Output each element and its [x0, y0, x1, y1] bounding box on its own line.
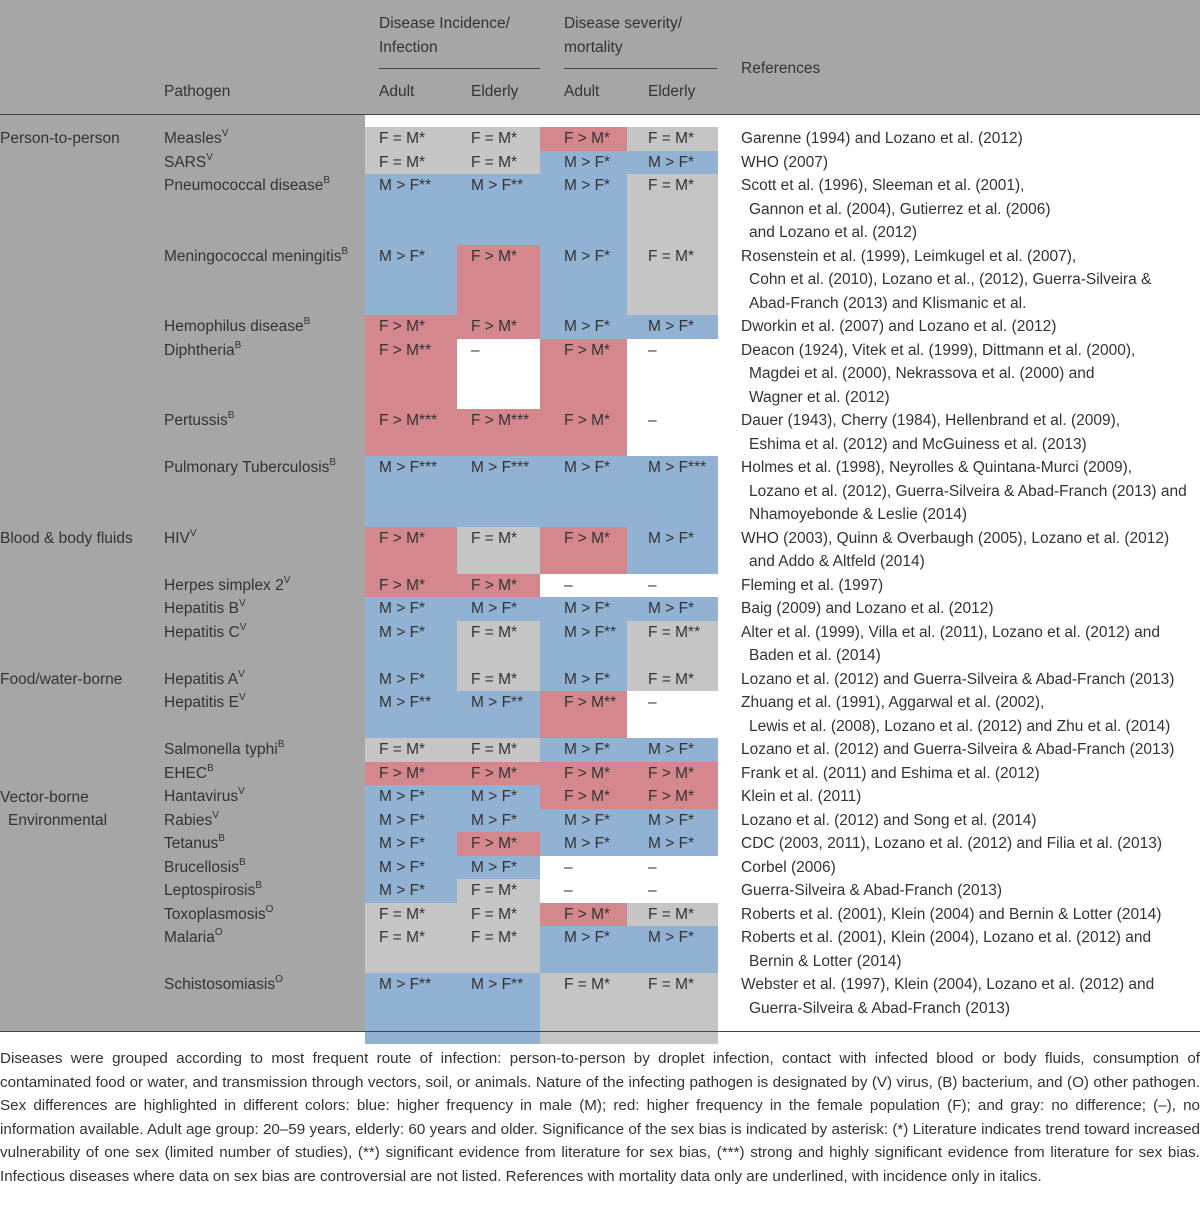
value-text: M > F* — [564, 811, 611, 829]
reference-text: Dauer (1943), Cherry (1984), Hellenbrand et al. (2009), — [741, 412, 1121, 429]
pathogen-type: B — [255, 880, 262, 891]
pathogen-type: B — [227, 410, 235, 421]
pathogen-name: Pertussis$^B$ — [164, 410, 235, 429]
pathogen-name: Hantavirus$^V$ — [164, 786, 245, 805]
value-text: M > F* — [564, 741, 611, 758]
value-text: F > M* — [648, 764, 695, 782]
reference-text: and Lozano et al. (2012) — [749, 224, 918, 241]
value-text: M > F* — [379, 858, 426, 876]
pathogen-name: $EHEC^B$ — [164, 762, 214, 782]
value-text: M > F** — [379, 694, 432, 711]
pathogen-name: Hepatitis $E^V$ — [164, 692, 246, 711]
pathogen-type: O — [214, 927, 223, 938]
pathogen-name: Malaria$^O$ — [164, 927, 223, 946]
value-text: M > F** — [379, 976, 432, 993]
reference-text: Gannon et al. (2004), Gutierrez et al. (2006) — [749, 200, 1051, 218]
reference-text: Webster et al. (1997), Klein (2004), Lozano et al. (2012) and — [741, 976, 1155, 993]
value-text: M > F* — [564, 459, 611, 476]
pathogen-name: Hepatitis $A^V$ — [164, 668, 245, 688]
reference-text: Eshima et al. (2012) and McGuiness et al. (2013) — [749, 435, 1087, 453]
value-text: F = M* — [648, 976, 695, 993]
pathogen-type: V — [239, 621, 247, 633]
pathogen-name: Hepatitis $B^V$ — [164, 598, 246, 617]
value-text: F > M** — [379, 341, 432, 359]
value-cell — [540, 879, 627, 903]
value-text: F = M** — [648, 623, 701, 641]
value-text: F = M* — [471, 670, 518, 688]
reference-text: Guerra-Silveira & Abad-Franch (2013) — [741, 882, 1003, 899]
pathogen-name: Herpes simplex $2^V$ — [164, 574, 291, 594]
header-references: References — [741, 60, 821, 77]
value-text: M > F* — [471, 811, 518, 829]
header-severity-line2: mortality — [564, 39, 623, 56]
value-text: F > M* — [379, 318, 426, 335]
reference-text: WHO (2003), Quinn & Overbaugh (2005), Lozano et al. (2012) — [741, 529, 1170, 547]
header-incidence-line1: Disease Incidence/ — [379, 15, 510, 32]
pathogen-name: Salmonella typhi$^B$ — [164, 739, 285, 758]
value-cell — [457, 339, 540, 410]
reference-text: CDC (2003, 2011), Lozano et al. (2012) and Filia et al. (2013) — [741, 835, 1163, 852]
value-text: F = M* — [379, 905, 426, 923]
reference-text: Roberts et al. (2001), Klein (2004) and Bernin & Lotter (2014) — [741, 905, 1162, 923]
value-text: F = M* — [648, 247, 695, 265]
reference-text: Bernin & Lotter (2014) — [749, 952, 902, 970]
reference-text: Deacon (1924), Vitek et al. (1999), Dittmann et al. (2000), — [741, 341, 1136, 359]
pathogen-type: B — [303, 316, 311, 327]
value-text: F = M* — [471, 153, 518, 171]
value-text: F = M* — [471, 882, 518, 899]
value-text: M > F*** — [648, 459, 707, 476]
severity-rule — [564, 68, 717, 69]
reference-text: Corbel (2006) — [741, 858, 836, 876]
value-text: F > M*** — [471, 412, 530, 429]
value-text: M > F* — [648, 741, 695, 758]
pathogen-type: V — [206, 151, 213, 163]
pathogen-name: Pulmonary Tuberculosis$^B$ — [164, 457, 337, 476]
header-pathogen: Pathogen — [164, 83, 231, 100]
value-text: M > F* — [379, 247, 426, 265]
pathogen-type: V — [283, 574, 291, 586]
value-text: F = M* — [648, 670, 695, 688]
pathogen-type: B — [323, 175, 331, 186]
pathogen-name: Meningococcal meningitis$^B$ — [164, 245, 349, 265]
reference-text: Klein et al. (2011) — [741, 788, 862, 805]
table-bottom-rule — [0, 1031, 1200, 1032]
header-incidence-elderly: Elderly — [471, 83, 519, 100]
reference-text: Frank et al. (2011) and Eshima et al. (2012) — [741, 764, 1040, 782]
reference-text: Roberts et al. (2001), Klein (2004), Lozano et al. (2012) and — [741, 929, 1152, 946]
value-cell — [540, 856, 627, 880]
value-text: F > M* — [379, 764, 426, 782]
value-text: F > M* — [379, 576, 426, 594]
pathogen-type: B — [329, 457, 337, 468]
reference-text: Lewis et al. (2008), Lozano et al. (2012) and Zhu et al. (2014) — [749, 717, 1171, 735]
value-text: M > F** — [564, 623, 617, 641]
value-text: M > F* — [564, 177, 611, 194]
value-text: – — [648, 694, 657, 711]
value-cell — [627, 856, 718, 880]
value-text: M > F* — [379, 882, 426, 899]
pathogen-name: Leptospirosis$^B$ — [164, 880, 262, 899]
reference-text: Guerra-Silveira & Abad-Franch (2013) — [749, 999, 1011, 1017]
reference-text: Cohn et al. (2010), Lozano et al., (2012), Guerra-Silveira & — [749, 271, 1152, 288]
reference-text: Garenne (1994) and Lozano et al. (2012) — [741, 130, 1023, 147]
value-text: – — [648, 858, 657, 876]
value-text: M > F* — [564, 670, 611, 688]
reference-text: Magdei et al. (2000), Nekrassova et al. (2000) and — [749, 365, 1095, 382]
pathogen-type: V — [212, 809, 219, 821]
value-text: M > F* — [648, 600, 695, 617]
pathogen-name: $SARS^V$ — [164, 151, 213, 171]
value-text: – — [648, 341, 657, 359]
pathogen-name: Hemophilus disease$^B$ — [164, 316, 311, 335]
pathogen-name: Hepatitis $C^V$ — [164, 621, 247, 641]
pathogen-type: B — [234, 339, 242, 351]
value-text: F > M* — [471, 576, 518, 594]
value-text: F > M* — [471, 247, 518, 265]
pathogen-type: V — [238, 598, 246, 609]
pathogen-type: O — [265, 903, 274, 915]
value-text: F > M* — [564, 130, 611, 147]
value-text: F > M** — [564, 694, 617, 711]
value-text: F > M* — [471, 835, 518, 852]
value-cell — [627, 339, 718, 410]
pathogen-name: Toxoplasmosis$^O$ — [164, 903, 274, 923]
value-text: M > F* — [564, 929, 611, 946]
value-text: F = M* — [471, 741, 518, 758]
value-text: M > F* — [564, 247, 611, 265]
value-text: M > F** — [379, 177, 432, 194]
value-cell — [627, 879, 718, 903]
pathogen-type: O — [275, 974, 283, 985]
reference-text: Baden et al. (2014) — [749, 647, 881, 664]
table-footnote: Diseases were grouped according to most frequent route of infection: person-to-person by droplet infection, contact with infected blood or body fluids, consumption of contaminated food or water, and transmission through vectors, soil, or animals. Nature of the infecting pathogen is designated by (V) virus, (B) bacterium, and (O) other pathogen. Sex differences are highlighted in different colors: blue: higher frequency in male (M); red: higher frequency in the female population (F); and gray: no difference; (–), no information available. Adult age group: 20–59 years, elderly: 60 years and older. Significance of the sex bias is indicated by asterisk: (*) Literature indicates trend toward increased vulnerability of one sex (limited number of studies), (**) significant evidence from literature for sex bias, (***) strong and highly significant evidence from literature for sex bias. Infectious diseases where data on sex bias are controversial are not listed. References with mortality data only are underlined, with incidence only in italics. — [0, 1050, 1200, 1185]
pathogen-type: B — [341, 245, 349, 257]
reference-text: Dworkin et al. (2007) and Lozano et al. (2012) — [741, 318, 1057, 335]
value-text: F > M* — [564, 341, 611, 359]
pathogen-name: Tetanus$^B$ — [164, 833, 225, 852]
value-text: M > F* — [648, 529, 695, 547]
value-text: F = M* — [471, 905, 518, 923]
value-text: M > F** — [471, 177, 524, 194]
value-text: F = M* — [379, 130, 426, 147]
reference-text: and Addo & Altfeld (2014) — [749, 553, 925, 570]
pathogen-type: V — [238, 786, 245, 797]
value-text: F > M* — [471, 764, 518, 782]
reference-text: Baig (2009) and Lozano et al. (2012) — [741, 600, 994, 617]
value-text: F = M* — [471, 623, 518, 641]
value-text: M > F* — [471, 600, 518, 617]
value-text: M > F* — [648, 929, 695, 946]
value-text: – — [564, 858, 573, 876]
value-text: – — [564, 576, 573, 594]
pathogen-name: Schistosomiasis$^O$ — [164, 974, 283, 993]
value-text: F = M* — [471, 130, 518, 147]
value-text: M > F* — [648, 835, 695, 852]
reference-text: Zhuang et al. (1991), Aggarwal et al. (2002), — [741, 694, 1045, 711]
value-text: M > F* — [471, 858, 518, 876]
value-cell — [540, 574, 627, 598]
pathogen-type: B — [207, 762, 214, 774]
group-label: Person-to-person — [0, 130, 120, 147]
value-text: M > F* — [379, 835, 426, 852]
value-text: F > M* — [648, 788, 695, 805]
value-text: F = M* — [648, 130, 695, 147]
pathogen-type: B — [277, 739, 285, 750]
reference-text: Lozano et al. (2012) and Guerra-Silveira & Abad-Franch (2013) — [741, 670, 1175, 688]
reference-text: Scott et al. (1996), Sleeman et al. (2001), — [741, 177, 1025, 194]
reference-text: Rosenstein et al. (1999), Leimkugel et al. (2007), — [741, 247, 1077, 265]
value-text: F > M* — [564, 905, 611, 923]
reference-text: Lozano et al. (2012), Guerra-Silveira & Abad-Franch (2013) and — [749, 482, 1187, 500]
value-text: – — [648, 412, 657, 429]
value-text: M > F* — [648, 811, 695, 829]
reference-text: Wagner et al. (2012) — [749, 388, 890, 406]
reference-text: Lozano et al. (2012) and Song et al. (2014) — [741, 811, 1037, 829]
value-text: F > M* — [564, 412, 611, 429]
pathogen-type: V — [238, 692, 246, 703]
value-text: M > F** — [471, 976, 524, 993]
value-text: – — [564, 882, 573, 899]
value-text: F > M* — [564, 788, 611, 805]
value-text: M > F*** — [379, 459, 438, 476]
value-text: M > F* — [648, 318, 695, 335]
pathogen-type: V — [221, 128, 229, 139]
value-text: F = M* — [379, 929, 426, 946]
value-text: M > F* — [379, 670, 426, 688]
reference-text: Fleming et al. (1997) — [741, 576, 884, 594]
value-text: – — [471, 341, 480, 359]
value-cell — [627, 574, 718, 598]
group-label: Environmental — [8, 812, 108, 829]
incidence-rule — [379, 68, 540, 69]
value-text: F = M* — [471, 929, 518, 946]
value-text: – — [648, 882, 657, 899]
header-incidence-adult: Adult — [379, 83, 415, 100]
value-text: M > F* — [564, 600, 611, 617]
pathogen-type: V — [189, 527, 197, 539]
value-cell — [627, 691, 718, 738]
value-text: M > F* — [379, 811, 426, 829]
value-text: F = M* — [379, 741, 426, 758]
value-cell — [627, 409, 718, 456]
value-text: F > M* — [379, 529, 426, 547]
pathogen-name: $HIV^V$ — [164, 527, 197, 547]
pathogen-name: Brucellosis$^B$ — [164, 856, 246, 876]
value-text: F > M* — [564, 529, 611, 547]
value-text: M > F* — [564, 153, 611, 171]
value-text: M > F* — [471, 788, 518, 805]
header-severity-adult: Adult — [564, 83, 600, 100]
value-text: F = M* — [648, 905, 695, 923]
value-text: M > F*** — [471, 459, 530, 476]
value-text: M > F* — [379, 623, 426, 641]
value-text: M > F* — [379, 600, 426, 617]
value-text: M > F* — [648, 153, 695, 171]
value-text: F > M* — [564, 764, 611, 782]
value-text: M > F** — [471, 694, 524, 711]
reference-text: Alter et al. (1999), Villa et al. (2011), Lozano et al. (2012) and — [741, 623, 1161, 641]
value-text: M > F* — [564, 318, 611, 335]
pathogen-name: Measles$^V$ — [164, 128, 229, 147]
value-text: F = M* — [648, 177, 695, 194]
group-label: Blood & body fluids — [0, 530, 133, 547]
value-text: M > F* — [379, 788, 426, 805]
header-severity-elderly: Elderly — [648, 83, 696, 100]
header-severity-line1: Disease severity/ — [564, 15, 683, 32]
value-text: F > M*** — [379, 412, 438, 429]
value-text: F = M* — [379, 153, 426, 171]
reference-text: Holmes et al. (1998), Neyrolles & Quintana-Murci (2009), — [741, 459, 1133, 476]
value-text: M > F* — [564, 835, 611, 852]
group-label: Food/water-borne — [0, 671, 123, 688]
value-text: F = M* — [471, 529, 518, 547]
pathogen-type: B — [238, 856, 246, 868]
reference-text: Lozano et al. (2012) and Guerra-Silveira & Abad-Franch (2013) — [741, 741, 1175, 758]
pathogen-type: V — [238, 668, 245, 680]
reference-text: Abad-Franch (2013) and Klismanic et al. — [749, 294, 1027, 312]
pathogen-name: Pneumococcal disease$^B$ — [164, 175, 331, 194]
pathogen-type: B — [218, 833, 225, 844]
value-text: F = M* — [564, 976, 611, 993]
reference-text: Nhamoyebonde & Leslie (2014) — [749, 506, 967, 523]
group-label: Vector-borne — [0, 789, 89, 806]
value-text: F > M* — [471, 318, 518, 335]
pathogen-name: Diphtheria$^B$ — [164, 339, 242, 359]
pathogen-name: Rabies$^V$ — [164, 809, 219, 829]
header-incidence-line2: Infection — [379, 39, 438, 56]
value-text: – — [648, 576, 657, 594]
reference-text: WHO (2007) — [741, 153, 828, 171]
